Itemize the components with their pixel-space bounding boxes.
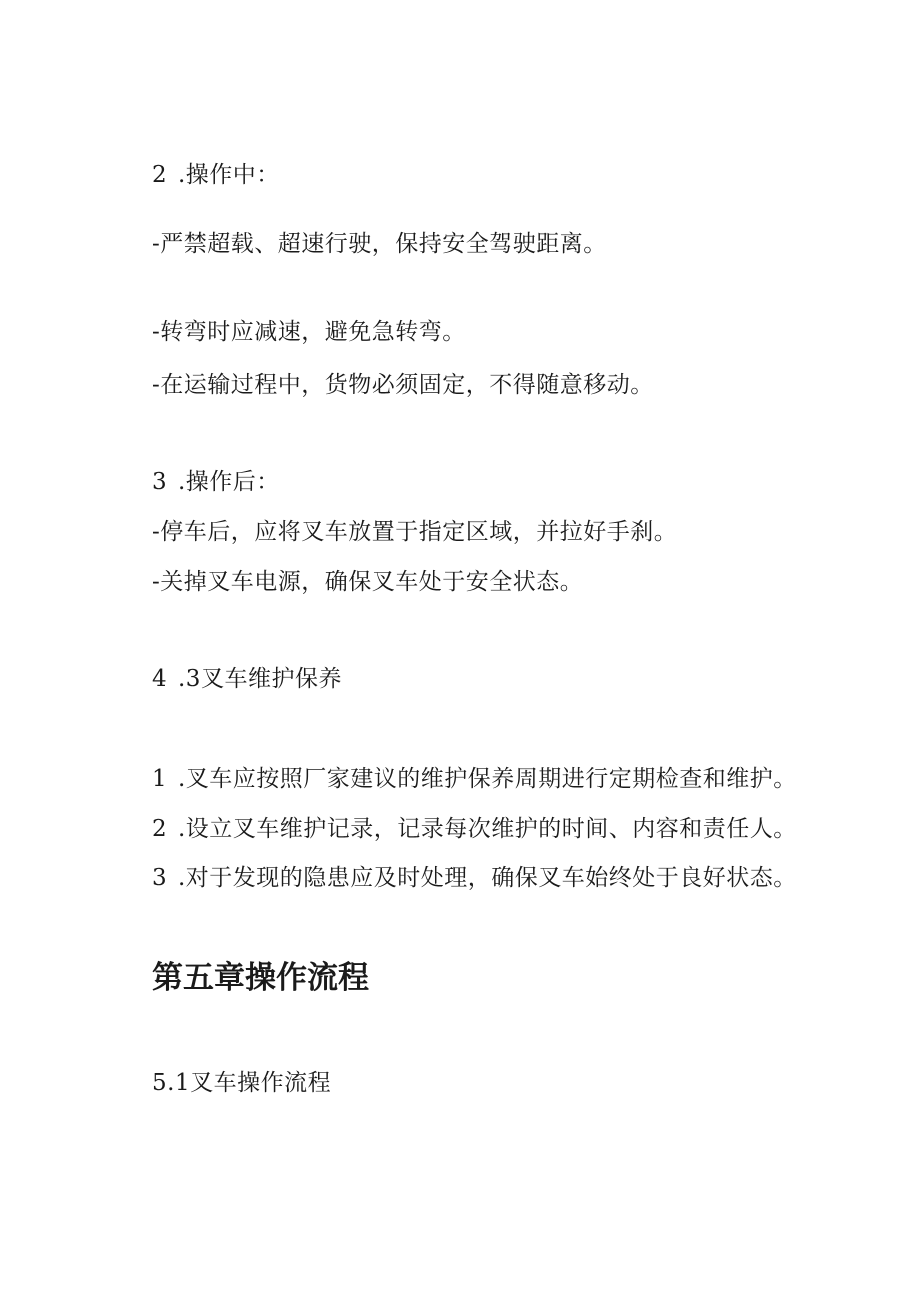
list-item-text: -关掉叉车电源，确保叉车处于安全状态。 [152,569,584,595]
list-item-text: -停车后，应将叉车放置于指定区域，并拉好手刹。 [152,519,678,545]
section-heading-text: .3叉车维护保养 [178,666,342,692]
section-title: 5.1叉车操作流程 [152,1070,332,1096]
section-number: 3 [152,469,168,495]
item-text: .设立叉车维护记录，记录每次维护的时间、内容和责任人。 [178,816,797,842]
numbered-item [152,814,797,844]
section-heading-maintenance [152,664,342,694]
list-item [152,370,654,400]
section-heading-during [152,160,280,190]
item-number: 2 [152,816,168,842]
chapter-title: 第五章操作流程 [152,960,369,996]
item-text: .对于发现的隐患应及时处理，确保叉车始终处于良好状态。 [178,865,797,891]
list-item-text: -转弯时应减速，避免急转弯。 [152,319,466,345]
list-item [152,517,677,547]
list-item-text: -严禁超载、超速行驶，保持安全驾驶距离。 [152,231,607,257]
numbered-item [152,863,797,893]
section-heading-text: .操作后： [178,469,280,495]
list-item [152,229,607,259]
item-text: .叉车应按照厂家建议的维护保养周期进行定期检查和维护。 [178,766,797,792]
section-number: 2 [152,162,168,188]
section-heading-text: .操作中： [178,162,280,188]
section-number: 4 [152,666,168,692]
list-item-text: -在运输过程中，货物必须固定，不得随意移动。 [152,372,654,398]
section-heading-after [152,467,280,497]
numbered-item [152,764,797,794]
list-item [152,567,583,597]
item-number: 3 [152,865,168,891]
list-item [152,317,466,347]
item-number: 1 [152,766,168,792]
